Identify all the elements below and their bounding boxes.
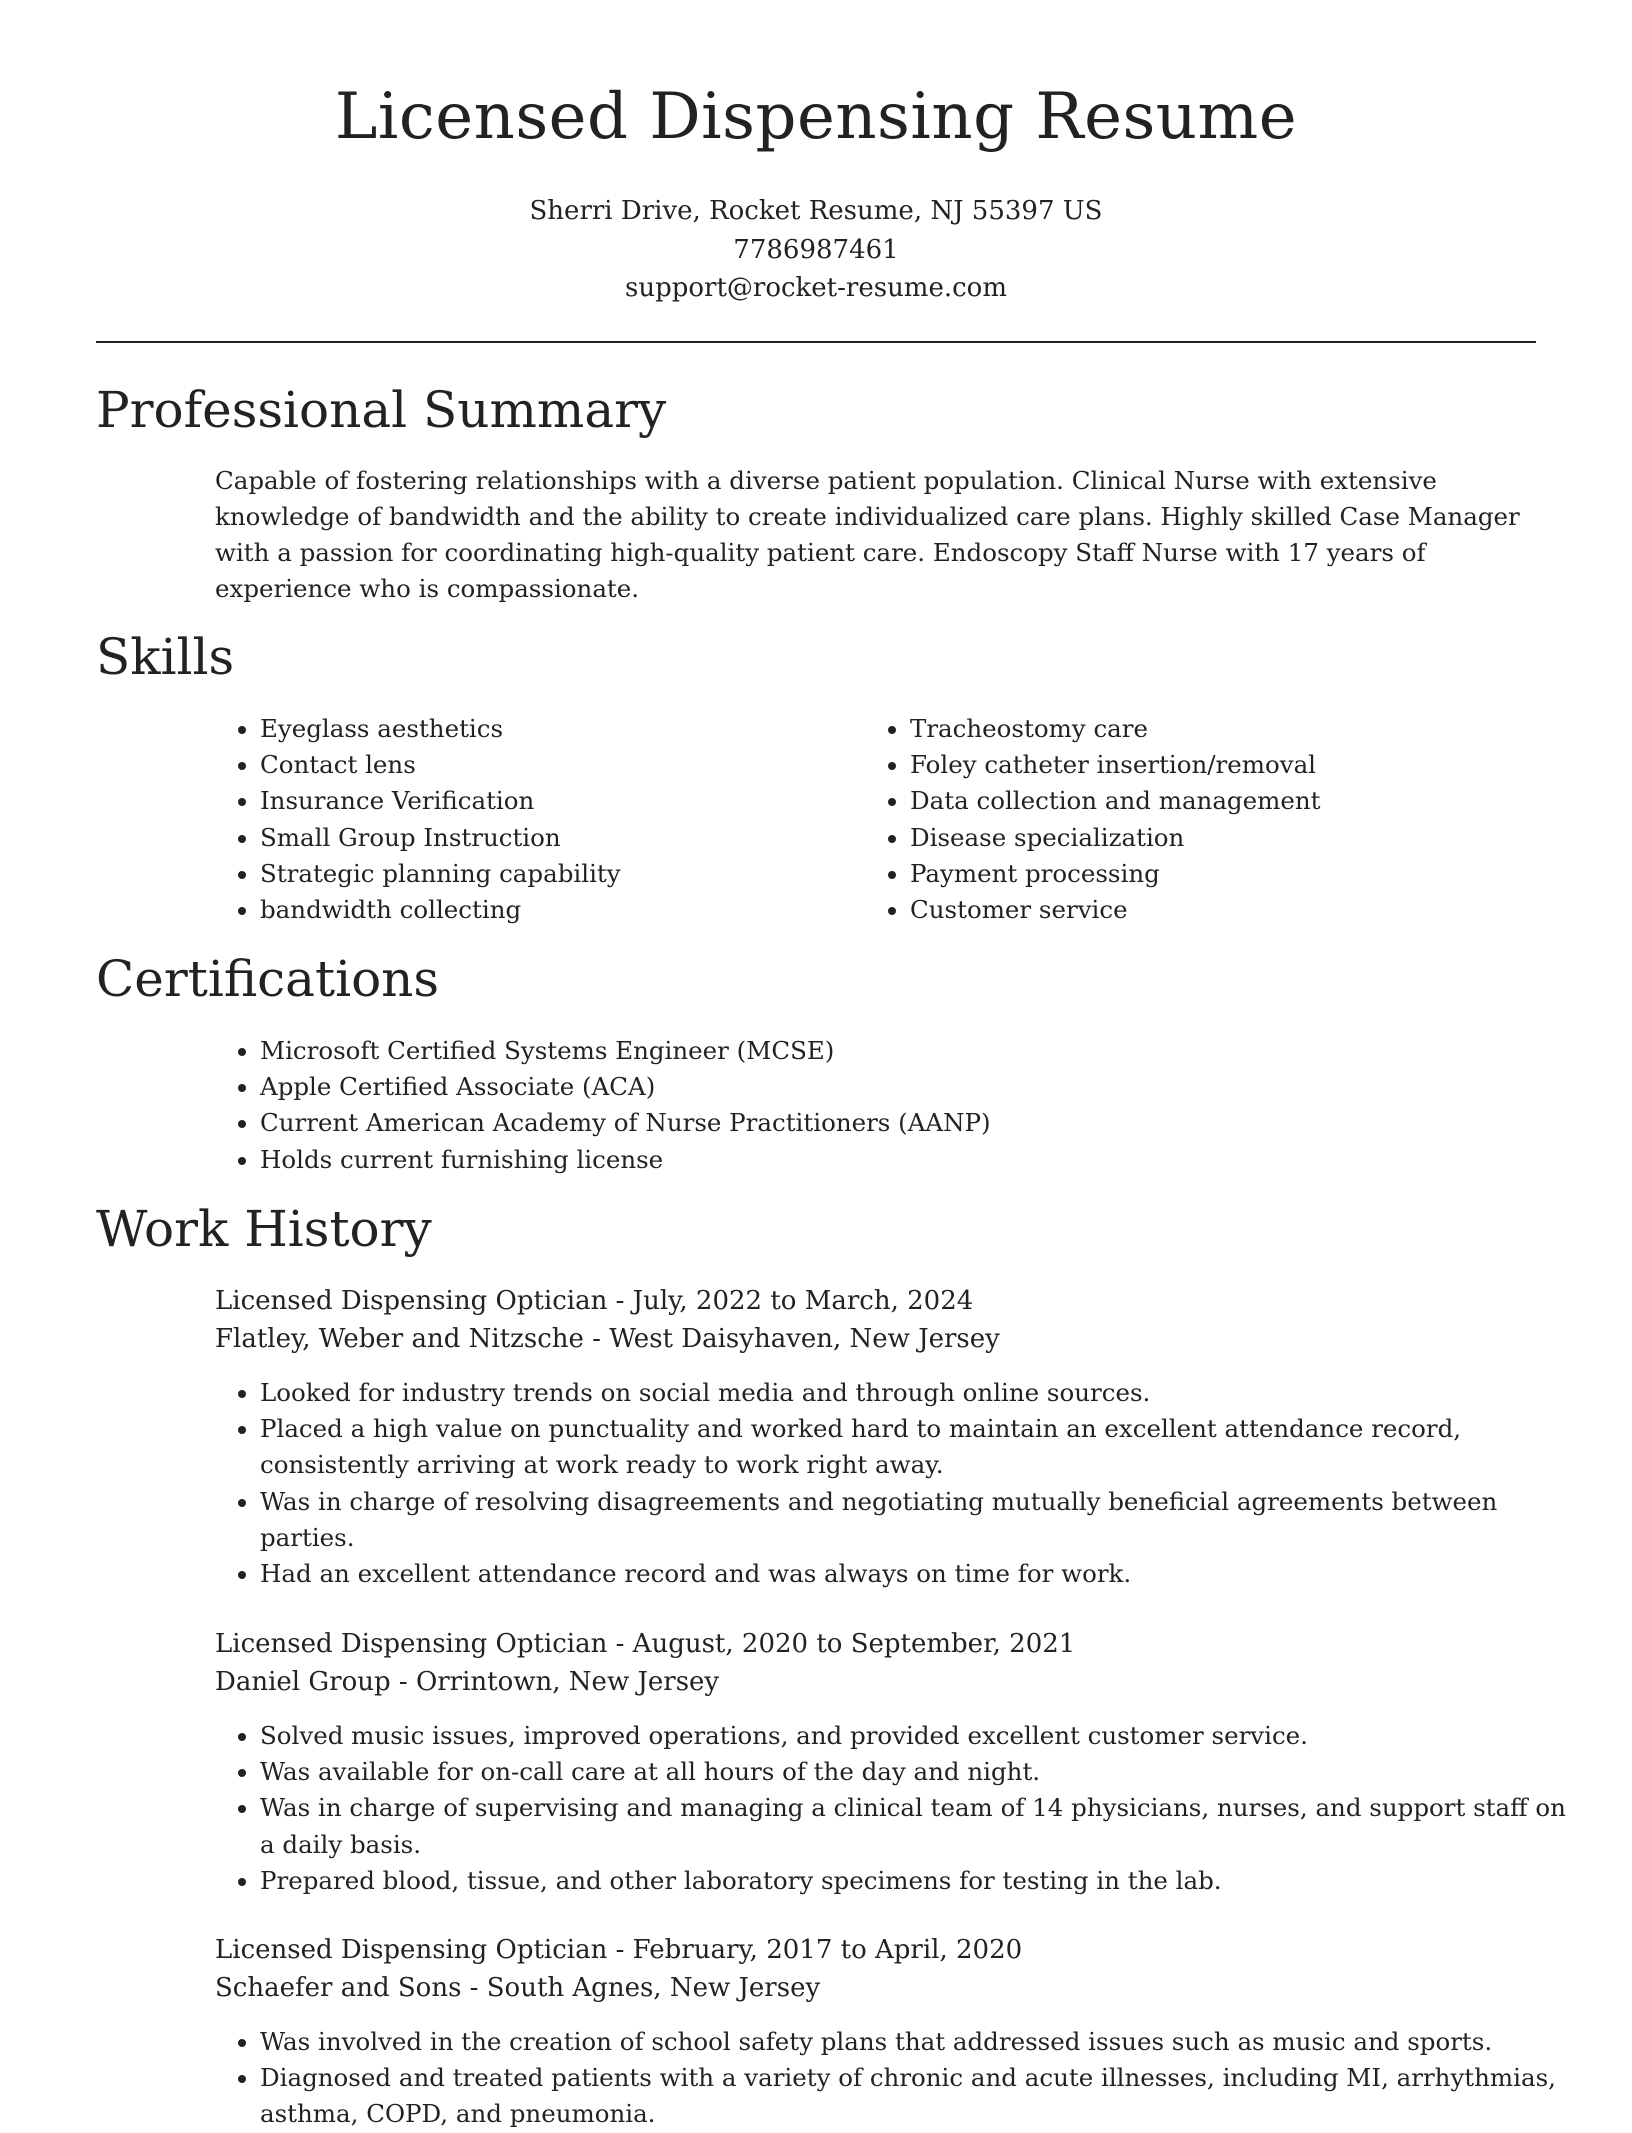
skill-item: • Strategic planning capability bbox=[260, 856, 860, 892]
job-header bbox=[215, 1625, 1535, 1701]
certification-item: • Current American Academy of Nurse Practitioners (AANP) bbox=[260, 1105, 1560, 1141]
job-location: - Orrintown, New Jersey bbox=[390, 1667, 720, 1697]
job-bullet: • Prepared blood, tissue, and other laboratory specimens for testing in the lab. bbox=[260, 1863, 1580, 1899]
job-bullet: • Was involved in the creation of school safety plans that addressed issues such as music and sports. bbox=[260, 2024, 1580, 2060]
job-header bbox=[215, 1931, 1535, 2007]
job-dates: - February, 2017 to April, 2020 bbox=[607, 1935, 1023, 1965]
contact-phone: 7786987461 bbox=[733, 234, 899, 265]
job-bullet: • Had an excellent attendance record and was always on time for work. bbox=[260, 1556, 1580, 1592]
job-bullets bbox=[215, 2024, 1580, 2133]
job-bullet: • Looked for industry trends on social media and through online sources. bbox=[260, 1375, 1580, 1411]
job-title-line bbox=[215, 1931, 1535, 1969]
skill-item: • Insurance Verification bbox=[260, 783, 860, 819]
job-company: Schaefer and Sons bbox=[215, 1973, 462, 2003]
job-bullet: • Was in charge of supervising and managing a clinical team of 14 physicians, nurses, and support staff on a daily basis. bbox=[260, 1790, 1580, 1862]
summary-heading: Professional Summary bbox=[96, 381, 667, 439]
skill-item: • Customer service bbox=[910, 892, 1550, 928]
certification-item: • Apple Certified Associate (ACA) bbox=[260, 1069, 1560, 1105]
job-company-line bbox=[215, 1969, 1535, 2007]
skill-item: • bandwidth collecting bbox=[260, 892, 860, 928]
job-title: Licensed Dispensing Optician bbox=[215, 1286, 608, 1316]
certification-item: • Holds current furnishing license bbox=[260, 1142, 1560, 1178]
job-bullet: • Diagnosed and treated patients with a variety of chronic and acute illnesses, including MI, arrhythmias, asthma, COPD, and pneumonia. bbox=[260, 2060, 1580, 2132]
skill-item: • Data collection and management bbox=[910, 783, 1550, 819]
job-company: Daniel Group bbox=[215, 1667, 391, 1697]
job-bullet: • Solved music issues, improved operations, and provided excellent customer service. bbox=[260, 1718, 1580, 1754]
job-title-line bbox=[215, 1282, 1535, 1320]
skill-item: • Eyeglass aesthetics bbox=[260, 711, 860, 747]
job-company: Flatley, Weber and Nitzsche bbox=[215, 1324, 584, 1354]
job-company-line bbox=[215, 1663, 1535, 1701]
job-dates: - July, 2022 to March, 2024 bbox=[607, 1286, 974, 1316]
job-location: - West Daisyhaven, New Jersey bbox=[583, 1324, 1000, 1354]
job-title: Licensed Dispensing Optician bbox=[215, 1629, 608, 1659]
job-bullet: • Was in charge of resolving disagreements and negotiating mutually beneficial agreements between parties. bbox=[260, 1484, 1580, 1556]
certification-item: • Microsoft Certified Systems Engineer (MCSE) bbox=[260, 1033, 1560, 1069]
contact-block bbox=[0, 192, 1632, 308]
job-bullets bbox=[215, 1718, 1580, 1899]
job-bullet: • Placed a high value on punctuality and worked hard to maintain an excellent attendance record, consistently arriving at work ready to work right away. bbox=[260, 1411, 1580, 1483]
skill-item: • Disease specialization bbox=[910, 820, 1550, 856]
skills-list-right bbox=[865, 711, 1550, 928]
contact-address: Sherri Drive, Rocket Resume, NJ 55397 US bbox=[529, 196, 1103, 226]
resume-title: Licensed Dispensing Resume bbox=[334, 80, 1298, 154]
certifications-list bbox=[215, 1033, 1560, 1178]
job-dates: - August, 2020 to September, 2021 bbox=[607, 1629, 1076, 1659]
job-header bbox=[215, 1282, 1535, 1358]
job-title: Licensed Dispensing Optician bbox=[215, 1935, 608, 1965]
job-location: - South Agnes, New Jersey bbox=[461, 1973, 821, 2003]
skill-item: • Contact lens bbox=[260, 747, 860, 783]
job-title-line bbox=[215, 1625, 1535, 1663]
job-bullet: • Was available for on-call care at all hours of the day and night. bbox=[260, 1754, 1580, 1790]
job-company-line bbox=[215, 1320, 1535, 1358]
skills-list-left bbox=[215, 711, 860, 928]
skill-item: • Small Group Instruction bbox=[260, 820, 860, 856]
contact-email: support@rocket-resume.com bbox=[624, 273, 1007, 303]
job-bullets bbox=[215, 1375, 1580, 1592]
skill-item: • Tracheostomy care bbox=[910, 711, 1550, 747]
summary-text: Capable of fostering relationships with a diverse patient population. Clinical Nurse with extensive knowledge of bandwidth and the ability to create individualized care plans. Highly skilled Case Manager with a passion for coordinating high-quality patient care. Endoscopy Staff Nurse with 17 years of experience who is compassionate. bbox=[215, 466, 1520, 603]
skills-heading: Skills bbox=[96, 628, 235, 686]
work-history-heading: Work History bbox=[96, 1200, 432, 1258]
header-divider bbox=[96, 341, 1536, 343]
skill-item: • Foley catheter insertion/removal bbox=[910, 747, 1550, 783]
certifications-heading: Certifications bbox=[96, 950, 440, 1008]
skill-item: • Payment processing bbox=[910, 856, 1550, 892]
